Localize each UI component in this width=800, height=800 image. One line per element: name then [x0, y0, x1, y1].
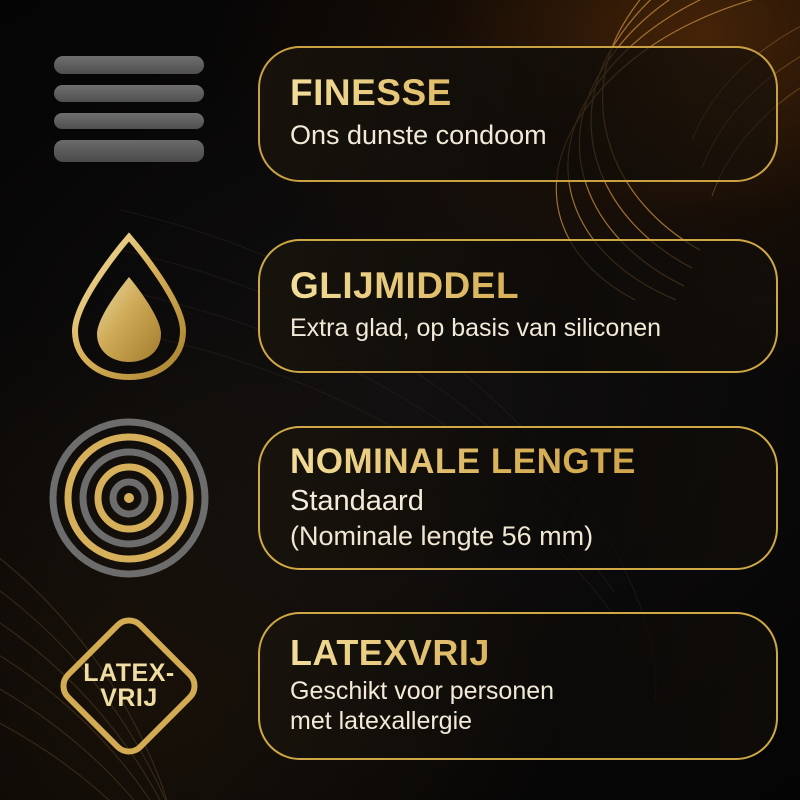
feature-icon-cell [0, 418, 258, 578]
stacked-bars-icon [54, 56, 204, 173]
feature-card-glijmiddel [258, 239, 778, 373]
feature-icon-cell [0, 56, 258, 173]
feature-title: GLIJMIDDEL [290, 267, 758, 306]
feature-card-nominale-lengte [258, 426, 778, 571]
feature-card-latexvrij [258, 612, 778, 761]
feature-title: NOMINALE LENGTE [290, 444, 758, 481]
lubricant-drop-icon [65, 231, 193, 381]
feature-row-finesse [0, 34, 800, 194]
feature-subtitle-secondary: met latexallergie [290, 706, 473, 735]
feature-title: LATEXVRIJ [290, 634, 758, 672]
latex-free-label [48, 605, 210, 767]
feature-card-finesse [258, 46, 778, 183]
concentric-circles-icon [49, 418, 209, 578]
feature-subtitle: Extra glad, op basis van siliconen [290, 313, 662, 342]
latex-free-label-line1: LATEX- [83, 659, 175, 687]
latex-free-diamond-icon [48, 605, 210, 767]
feature-row-glijmiddel [0, 226, 800, 386]
feature-row-latexvrij [0, 606, 800, 766]
feature-title: FINESSE [290, 74, 750, 113]
feature-subtitle: Ons dunste condoom [290, 120, 547, 151]
feature-subtitle-secondary: (Nominale lengte 56 mm) [290, 520, 594, 551]
feature-row-nominale-lengte [0, 418, 800, 578]
feature-icon-cell [0, 231, 258, 381]
feature-subtitle: Geschikt voor personen [290, 677, 555, 706]
feature-subtitle: Standaard [290, 485, 424, 518]
latex-free-label-line2: VRIJ [100, 684, 158, 712]
feature-icon-cell [0, 605, 258, 767]
